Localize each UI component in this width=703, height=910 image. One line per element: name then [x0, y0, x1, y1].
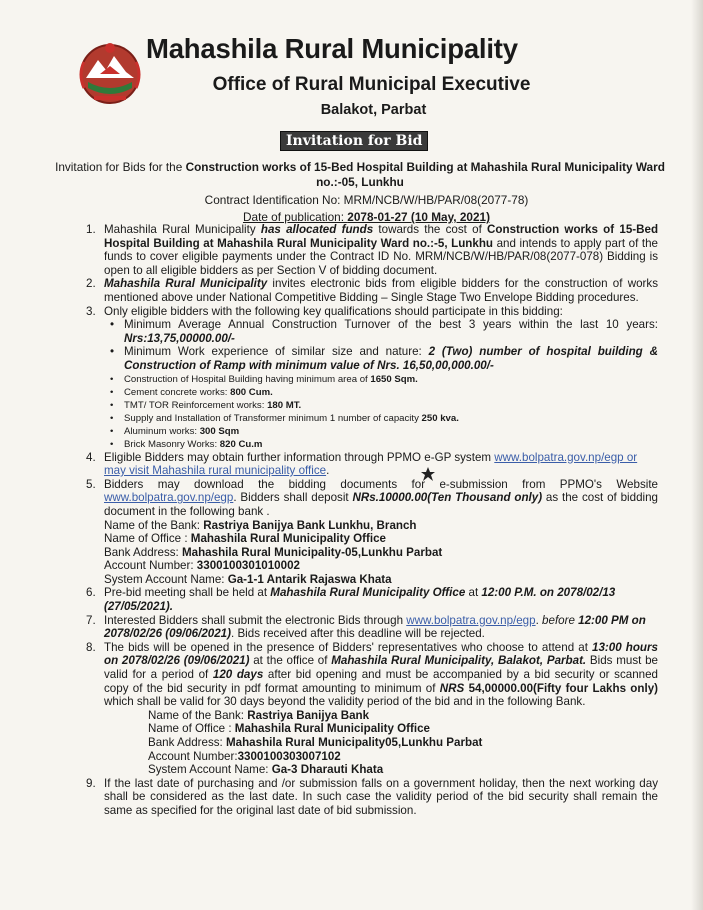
text: Mahashila Rural Municipality Office	[234, 722, 430, 736]
qualification-experience	[104, 345, 658, 372]
text: . Bidders shall deposit	[233, 491, 353, 505]
invitation-banner: Invitation for Bid	[280, 131, 428, 151]
clause-1	[86, 223, 658, 277]
intro-paragraph	[50, 160, 670, 190]
text: before	[542, 613, 575, 627]
text: 820 Cu.m	[219, 438, 263, 450]
text: 12:00 PM on 2078/02/26 (09/06/2021)	[104, 613, 646, 641]
text: Eligible Bidders may obtain further information through PPMO e-GP system	[104, 450, 495, 464]
clause-8	[86, 641, 658, 777]
text: Rastriya Banijya Bank	[247, 708, 370, 722]
text: 120 days	[212, 668, 264, 682]
clause-number: 9.	[86, 776, 96, 790]
text: TMT/ TOR Reinforcement works:	[124, 399, 268, 411]
text: Ga-3 Dharauti Khata	[271, 763, 384, 777]
text: 800 Cum.	[230, 386, 273, 398]
text: invites electronic bids from eligible bidders for the construction of works mentioned above under National Competitive Bidding – Single Stage Two Envelope Bidding procedures.	[104, 277, 658, 304]
text: Account Number:	[148, 749, 238, 763]
text: NRs.10000.00(Ten Thousand only)	[352, 491, 543, 505]
clause-number: 2.	[86, 277, 96, 291]
text: Brick Masonry Works:	[124, 438, 220, 450]
clause-number: 1.	[86, 223, 96, 236]
text: Ga-1-1 Antarik Rajaswa Khata	[227, 572, 392, 586]
bank-address-line	[104, 546, 658, 560]
qualification-item	[104, 386, 658, 399]
municipality-title: Mahashila Rural Municipality	[146, 33, 518, 64]
text: Bank Address:	[148, 736, 226, 749]
account-number-line	[104, 559, 658, 573]
text: and intends to apply part of the funds to cover eligible payments under the Contract ID No. MRM/NCB/W/HB/PAR/08(2077-078) Bidding is open to all eligible bidders as per Section V of bidding document.	[104, 236, 658, 277]
text: 300 Sqm	[199, 425, 240, 437]
text: 3300100301010002	[196, 559, 300, 573]
text: The bids will be opened in the presence of Bidders' representatives who choose to attend at	[104, 640, 593, 654]
bank-name-line	[104, 519, 658, 533]
text: .	[535, 613, 543, 627]
clause-2	[86, 277, 658, 304]
system-account-line	[104, 763, 658, 777]
page-edge-shadow	[691, 0, 703, 910]
text: which shall be valid for 30 days beyond the validity period of the bid and in the following Bank.	[104, 695, 586, 709]
office-name-line	[104, 532, 658, 546]
text: NRS	[439, 681, 465, 695]
text: Aluminum works:	[124, 425, 200, 437]
text: as the cost of bidding document in the following bank .	[104, 491, 658, 518]
clause-5	[86, 478, 658, 587]
text: Name of Office :	[148, 722, 235, 736]
text: 2 (Two) number of hospital building & Construction of Ramp with minimum value of Nrs. 16,50,00,000.00/-	[124, 345, 658, 372]
qualification-item	[104, 425, 658, 438]
text: Name of the Bank:	[104, 518, 204, 532]
pub-label: Date of publication:	[242, 210, 348, 224]
intro-pre: Invitation for Bids for the	[55, 160, 186, 174]
text: Mahashila Rural Municipality Office	[190, 532, 386, 546]
publication-date	[0, 210, 703, 224]
clause-3	[86, 305, 658, 451]
clause-9	[86, 777, 658, 818]
text: Supply and Installation of Transformer minimum 1 number of capacity	[124, 412, 422, 424]
text: Construction of Hospital Building having minimum area of	[124, 373, 371, 385]
clause-number: 4.	[86, 450, 96, 464]
text: 12:00 P.M. on 2078/02/13 (27/05/2021).	[104, 586, 616, 614]
bank-address-line	[104, 736, 658, 750]
text: Bidders may download the bidding documents for e-submission from PPMO's Website	[104, 477, 658, 491]
text: at the office of	[249, 654, 332, 668]
office-name-line	[104, 722, 658, 736]
egp-link[interactable]: www.bolpatra.gov.np/egp or may visit Mahashila rural municipality office	[104, 450, 638, 478]
clause-number: 3.	[86, 304, 96, 318]
qualification-turnover	[104, 318, 658, 345]
text: Mahashila Rural Municipality	[104, 223, 261, 236]
text: Mahashila Rural Municipality05,Lunkhu Parbat	[225, 736, 483, 749]
clause-number: 5.	[86, 477, 96, 491]
text: Mahashila Rural Municipality-05,Lunkhu Parbat	[181, 545, 443, 559]
text: Mahashila Rural Municipality	[104, 277, 268, 291]
text: Name of the Bank:	[148, 708, 248, 722]
office-title: Office of Rural Municipal Executive	[212, 74, 531, 95]
ink-mark-icon	[420, 466, 436, 482]
bank-name-line	[104, 709, 658, 723]
text: Name of Office :	[104, 532, 191, 546]
qualification-item	[104, 438, 658, 451]
clause-6	[86, 586, 658, 613]
text: If the last date of purchasing and /or submission falls on a government holiday, then the next working day shall be considered as the last date. In such case the validity period of the bid security shall remain the same as specified for the original last date of bid submission.	[104, 776, 658, 817]
clauses-list	[86, 223, 658, 818]
text: after bid opening and must be accompanied by a bid security or scanned copy of the bid security in pdf format amounting to minimum of	[104, 668, 658, 695]
text: 250 kva.	[421, 412, 459, 424]
text: System Account Name:	[148, 763, 272, 777]
text: Minimum Average Annual Construction Turnover of the best 3 years within the last 10 years:	[124, 318, 658, 332]
intro-project: Construction works of 15-Bed Hospital Building at Mahashila Rural Municipality Ward no.:-05, Lunkhu	[185, 160, 665, 189]
clause-number: 7.	[86, 613, 96, 627]
egp-link[interactable]: www.bolpatra.gov.np/egp	[406, 613, 536, 627]
clause-4	[86, 451, 658, 478]
clause-number: 8.	[86, 640, 96, 654]
text: Construction works of 15-Bed Hospital Building at Mahashila Rural Municipality Ward no.:-5, Lunkhu	[104, 223, 659, 250]
office-location: Balakot, Parbat	[320, 102, 427, 118]
text: 3300100303007102	[237, 749, 341, 763]
qualification-item	[104, 399, 658, 412]
qualification-item	[104, 373, 658, 386]
text: Pre-bid meeting shall be held at	[104, 586, 271, 600]
text: 13:00 hours on 2078/02/26 (09/06/2021)	[104, 640, 658, 668]
text: Minimum Work experience of similar size and nature:	[124, 345, 429, 359]
text: 1650 Sqm.	[370, 373, 418, 385]
text: System Account Name:	[104, 572, 228, 586]
text: Cement concrete works:	[124, 386, 231, 398]
text: 54,00000.00(Fifty four Lakhs only)	[464, 681, 659, 695]
text: .	[326, 464, 330, 478]
text: towards the cost of	[373, 223, 488, 236]
text: Only eligible bidders with the following key qualifications should participate in this bidding:	[104, 304, 563, 318]
system-account-line	[104, 573, 658, 587]
text: Bids must be valid for a period of	[104, 654, 659, 682]
text: at	[465, 586, 482, 600]
text: Mahashila Rural Municipality Office	[270, 586, 466, 600]
text: . Bids received after this deadline will be rejected.	[231, 627, 485, 641]
contract-id: Contract Identification No: MRM/NCB/W/HB/PAR/08(2077-78)	[204, 193, 529, 207]
text: 180 MT.	[267, 399, 302, 411]
text: Interested Bidders shall submit the electronic Bids through	[104, 613, 407, 627]
qualification-item	[104, 412, 658, 425]
text: has allocated funds	[260, 223, 374, 236]
egp-link[interactable]: www.bolpatra.gov.np/egp	[104, 491, 234, 505]
text: Account Number:	[104, 559, 197, 573]
text: Nrs:13,75,00000.00/-	[124, 331, 235, 345]
text: Bank Address:	[104, 545, 182, 559]
account-number-line	[104, 750, 658, 764]
clause-7	[86, 614, 658, 641]
clause-number: 6.	[86, 586, 96, 600]
text: Mahashila Rural Municipality, Balakot, Parbat.	[331, 654, 587, 668]
pub-date: 2078-01-27 (10 May, 2021)	[347, 210, 491, 224]
text: Rastriya Banijya Bank Lunkhu, Branch	[203, 518, 417, 532]
